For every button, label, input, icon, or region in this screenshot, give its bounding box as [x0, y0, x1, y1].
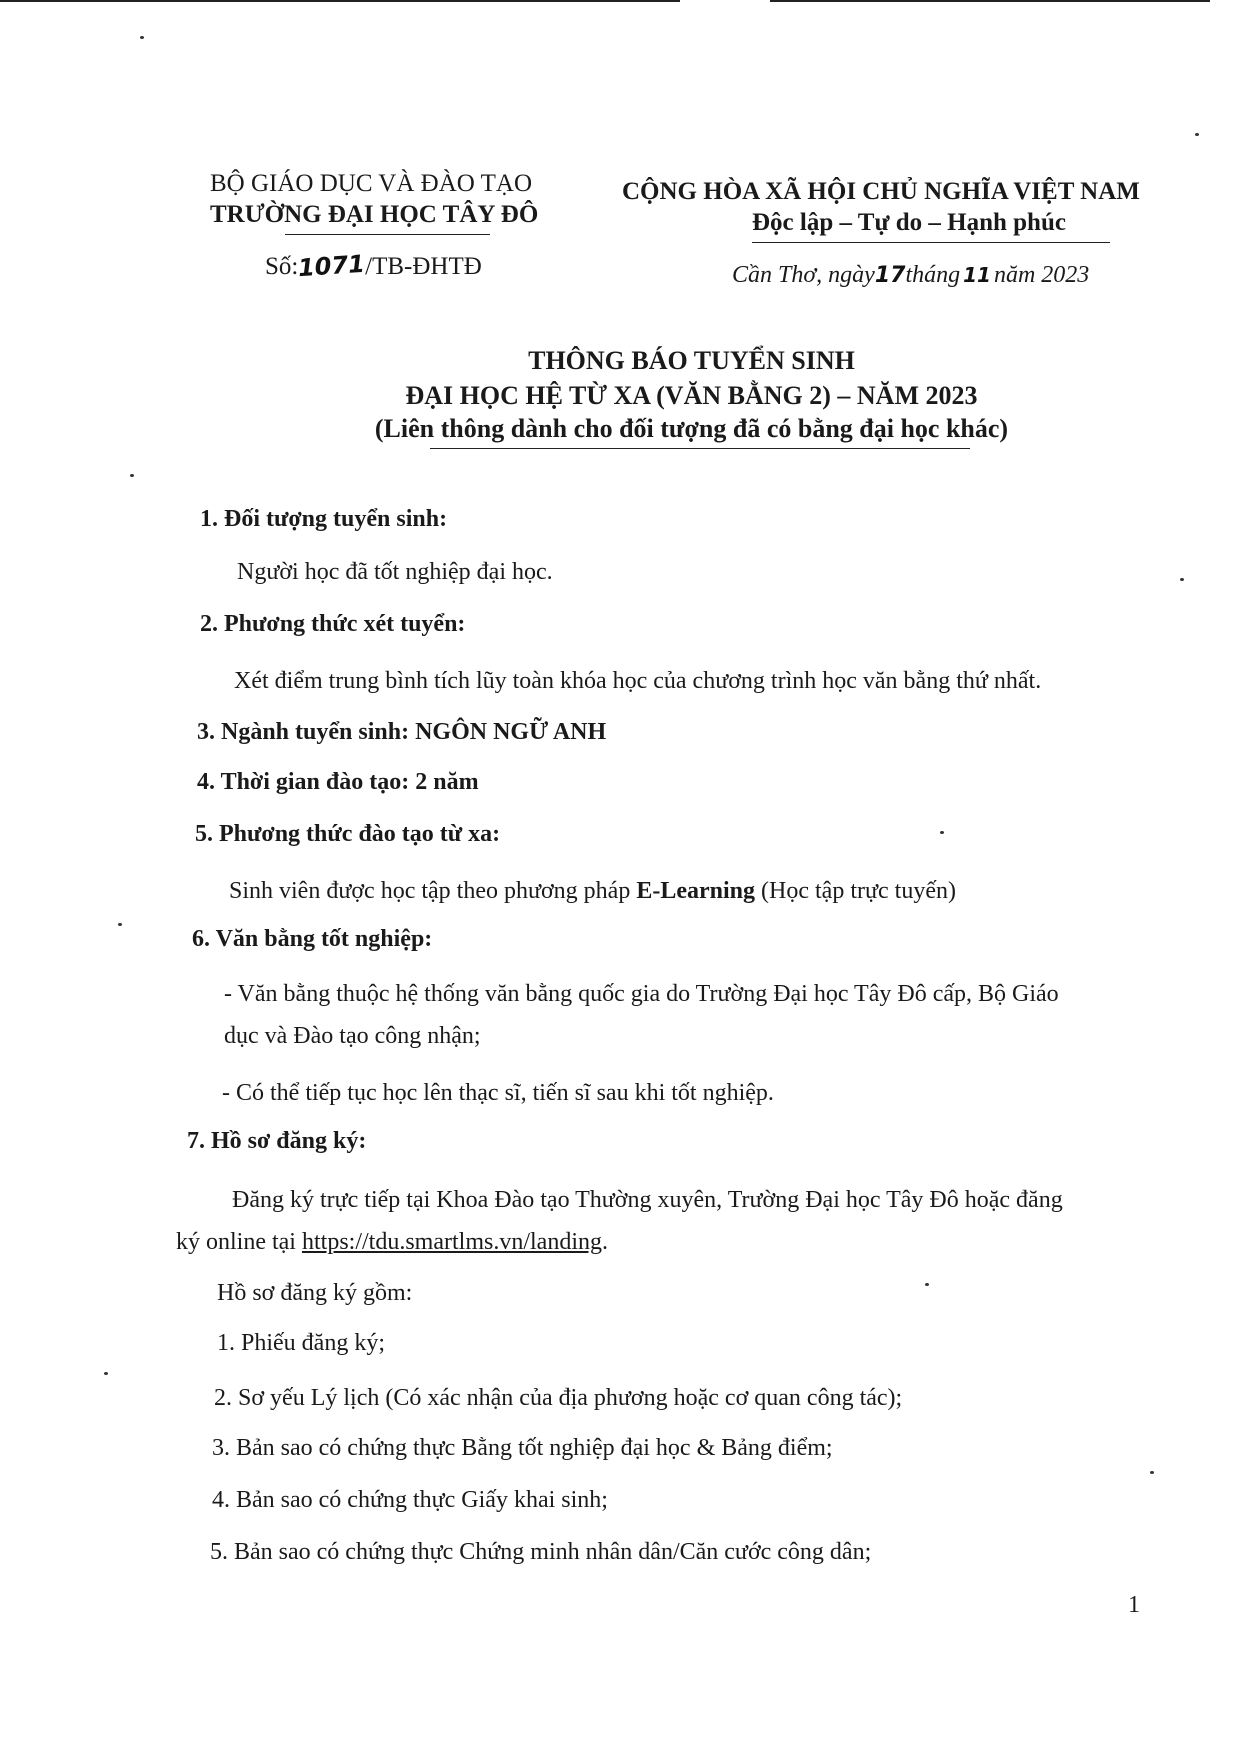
- section-5-body-prefix: Sinh viên được học tập theo phương pháp: [229, 878, 637, 904]
- doc-number-handwritten: 1071: [297, 249, 367, 283]
- section-6-item-1-line-2: dục và Đào tạo công nhận;: [224, 1023, 481, 1049]
- notice-subtitle: ĐẠI HỌC HỆ TỪ XA (VĂN BẰNG 2) – NĂM 2023: [405, 381, 978, 410]
- section-5-title: 5. Phương thức đào tạo từ xa:: [195, 821, 501, 847]
- document-number: [265, 249, 482, 283]
- scan-speck: [1150, 1471, 1154, 1474]
- section-1-title: 1. Đối tượng tuyển sinh:: [200, 506, 448, 532]
- scan-speck: [1180, 578, 1184, 581]
- section-6-item-1-line-1: - Văn bằng thuộc hệ thống văn bằng quốc gia do Trường Đại học Tây Đô cấp, Bộ Giáo: [224, 981, 1059, 1007]
- document-date: [732, 262, 1089, 289]
- national-motto: Độc lập – Tự do – Hạnh phúc: [752, 209, 1066, 236]
- section-7-body-line-1: Đăng ký trực tiếp tại Khoa Đào tạo Thường xuyên, Trường Đại học Tây Đô hoặc đăng: [232, 1187, 1063, 1213]
- section-5-body-suffix: (Học tập trực tuyến): [755, 878, 956, 904]
- documents-list-item: 3. Bản sao có chứng thực Bằng tốt nghiệp đại học & Bảng điểm;: [212, 1435, 833, 1461]
- elearning-term: E-Learning: [636, 878, 756, 904]
- university-name: TRƯỜNG ĐẠI HỌC TÂY ĐÔ: [210, 201, 539, 228]
- section-5-body: [229, 878, 956, 905]
- registration-link[interactable]: https://tdu.smartlms.vn/landing: [301, 1229, 602, 1255]
- section-6-title: 6. Văn bằng tốt nghiệp:: [192, 926, 433, 952]
- university-underline: [285, 234, 490, 235]
- documents-list-item: 2. Sơ yếu Lý lịch (Có xác nhận của địa phương hoặc cơ quan công tác);: [214, 1385, 903, 1411]
- section-2-title: 2. Phương thức xét tuyển:: [200, 611, 466, 637]
- section-4-title: 4. Thời gian đào tạo: 2 năm: [197, 769, 479, 795]
- section-7-online-prefix: ký online tại: [176, 1229, 302, 1255]
- scan-speck: [140, 36, 144, 39]
- date-day-handwritten: 17: [874, 263, 906, 288]
- scan-edge-line: [0, 0, 680, 2]
- section-7-online-suffix: .: [601, 1229, 608, 1255]
- documents-list-intro: Hồ sơ đăng ký gồm:: [217, 1280, 413, 1306]
- date-month-handwritten: 11: [963, 263, 991, 287]
- notice-title: THÔNG BÁO TUYỂN SINH: [528, 346, 855, 375]
- scan-speck: [940, 831, 944, 834]
- scan-speck: [925, 1283, 929, 1286]
- scan-speck: [130, 474, 134, 477]
- page-number: 1: [1128, 1592, 1140, 1618]
- republic-name: CỘNG HÒA XÃ HỘI CHỦ NGHĨA VIỆT NAM: [622, 178, 1140, 205]
- section-6-item-2: - Có thể tiếp tục học lên thạc sĩ, tiến sĩ sau khi tốt nghiệp.: [222, 1080, 774, 1106]
- doc-number-prefix: Số:: [265, 253, 299, 280]
- documents-list-item: 4. Bản sao có chứng thực Giấy khai sinh;: [212, 1487, 608, 1513]
- date-suffix: năm 2023: [993, 262, 1090, 288]
- scan-speck: [118, 923, 122, 926]
- motto-underline: [752, 242, 1110, 243]
- documents-list-item: 1. Phiếu đăng ký;: [217, 1330, 385, 1356]
- section-1-body: Người học đã tốt nghiệp đại học.: [237, 559, 553, 585]
- section-7-body-line-2: [176, 1229, 608, 1256]
- date-mid: tháng: [905, 262, 961, 288]
- doc-number-suffix: /TB-ĐHTĐ: [365, 253, 482, 280]
- scan-edge-line: [770, 0, 1210, 2]
- scan-speck: [1195, 133, 1199, 136]
- section-3-title: 3. Ngành tuyển sinh: NGÔN NGỮ ANH: [197, 719, 607, 745]
- date-prefix: Cần Thơ, ngày: [732, 262, 875, 288]
- section-2-body: Xét điểm trung bình tích lũy toàn khóa học của chương trình học văn bằng thứ nhất.: [234, 668, 1042, 694]
- documents-list-item: 5. Bản sao có chứng thực Chứng minh nhân dân/Căn cước công dân;: [210, 1539, 872, 1565]
- scan-speck: [104, 1372, 108, 1375]
- title-underline: [430, 448, 970, 449]
- notice-audience: (Liên thông dành cho đối tượng đã có bằng đại học khác): [374, 414, 1009, 443]
- section-7-title: 7. Hồ sơ đăng ký:: [187, 1128, 367, 1154]
- ministry-name: BỘ GIÁO DỤC VÀ ĐÀO TẠO: [210, 170, 532, 197]
